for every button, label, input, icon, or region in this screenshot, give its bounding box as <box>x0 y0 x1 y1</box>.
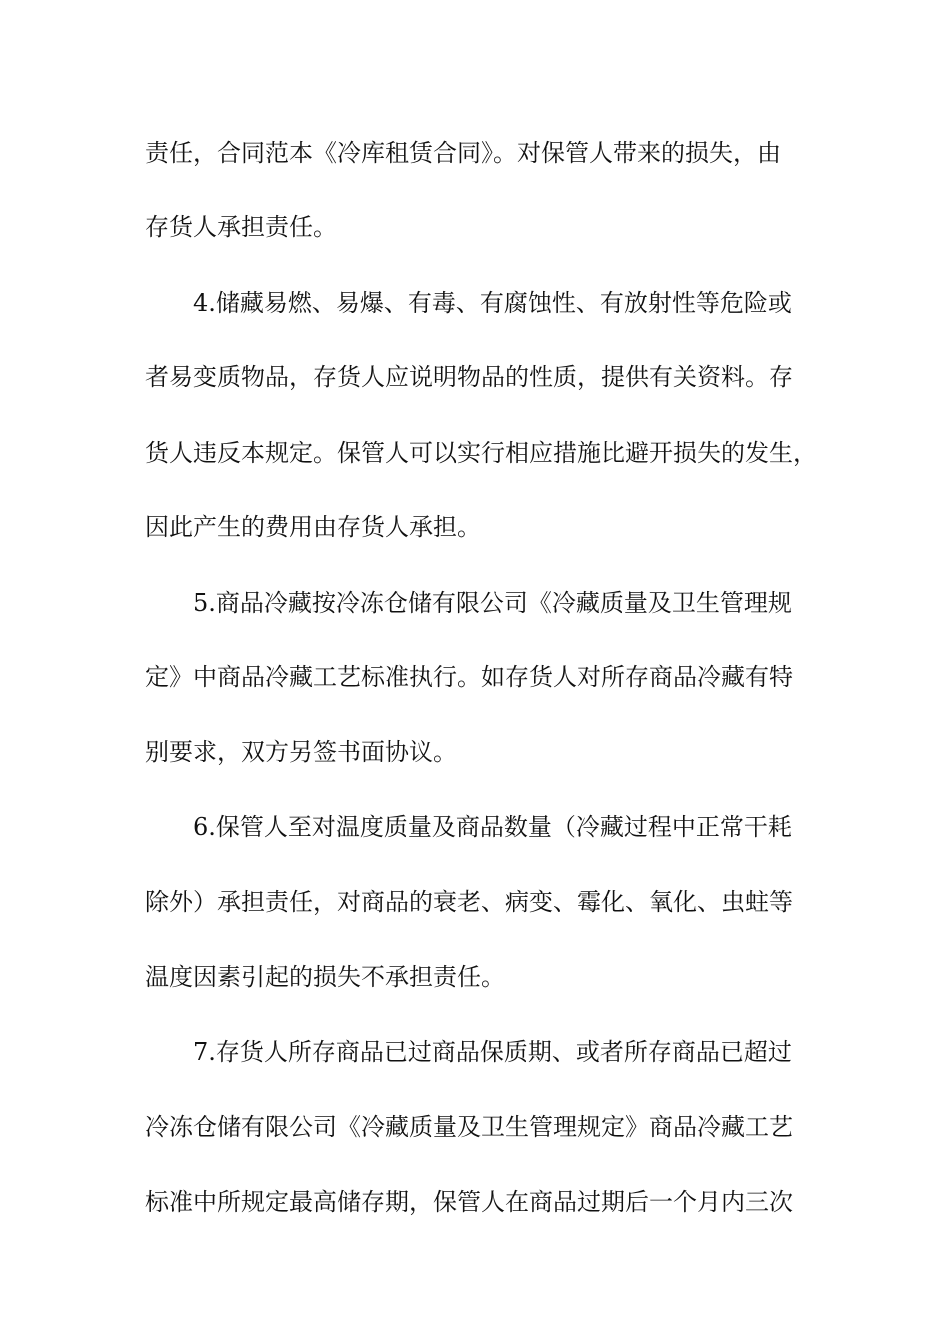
text-line: 别要求，双方另签书面协议。 <box>145 738 457 766</box>
paragraph-6-start: 6.保管人至对温度质量及商品数量（冷藏过程中正常干耗 <box>193 813 792 841</box>
text-line: 除外）承担责任，对商品的衰老、病变、霉化、氧化、虫蛀等 <box>145 888 793 916</box>
text-line: 因此产生的费用由存货人承担。 <box>145 513 481 541</box>
paragraph-5-start: 5.商品冷藏按冷冻仓储有限公司《冷藏质量及卫生管理规 <box>193 589 792 617</box>
text-line: 定》中商品冷藏工艺标准执行。如存货人对所存商品冷藏有特 <box>145 663 793 691</box>
text-line: 冷冻仓储有限公司《冷藏质量及卫生管理规定》商品冷藏工艺 <box>145 1113 793 1141</box>
text-line: 者易变质物品，存货人应说明物品的性质，提供有关资料。存 <box>145 363 793 391</box>
paragraph-7-start: 7.存货人所存商品已过商品保质期、或者所存商品已超过 <box>193 1038 792 1066</box>
text-line: 标准中所规定最高储存期，保管人在商品过期后一个月内三次 <box>145 1188 793 1216</box>
text-line: 责任，合同范本《冷库租赁合同》。对保管人带来的损失，由 <box>145 139 781 167</box>
text-line: 货人违反本规定。保管人可以实行相应措施比避开损失的发生， <box>145 439 817 467</box>
text-line: 存货人承担责任。 <box>145 213 337 241</box>
paragraph-4-start: 4.储藏易燃、易爆、有毒、有腐蚀性、有放射性等危险或 <box>193 289 792 317</box>
text-line: 温度因素引起的损失不承担责任。 <box>145 963 505 991</box>
